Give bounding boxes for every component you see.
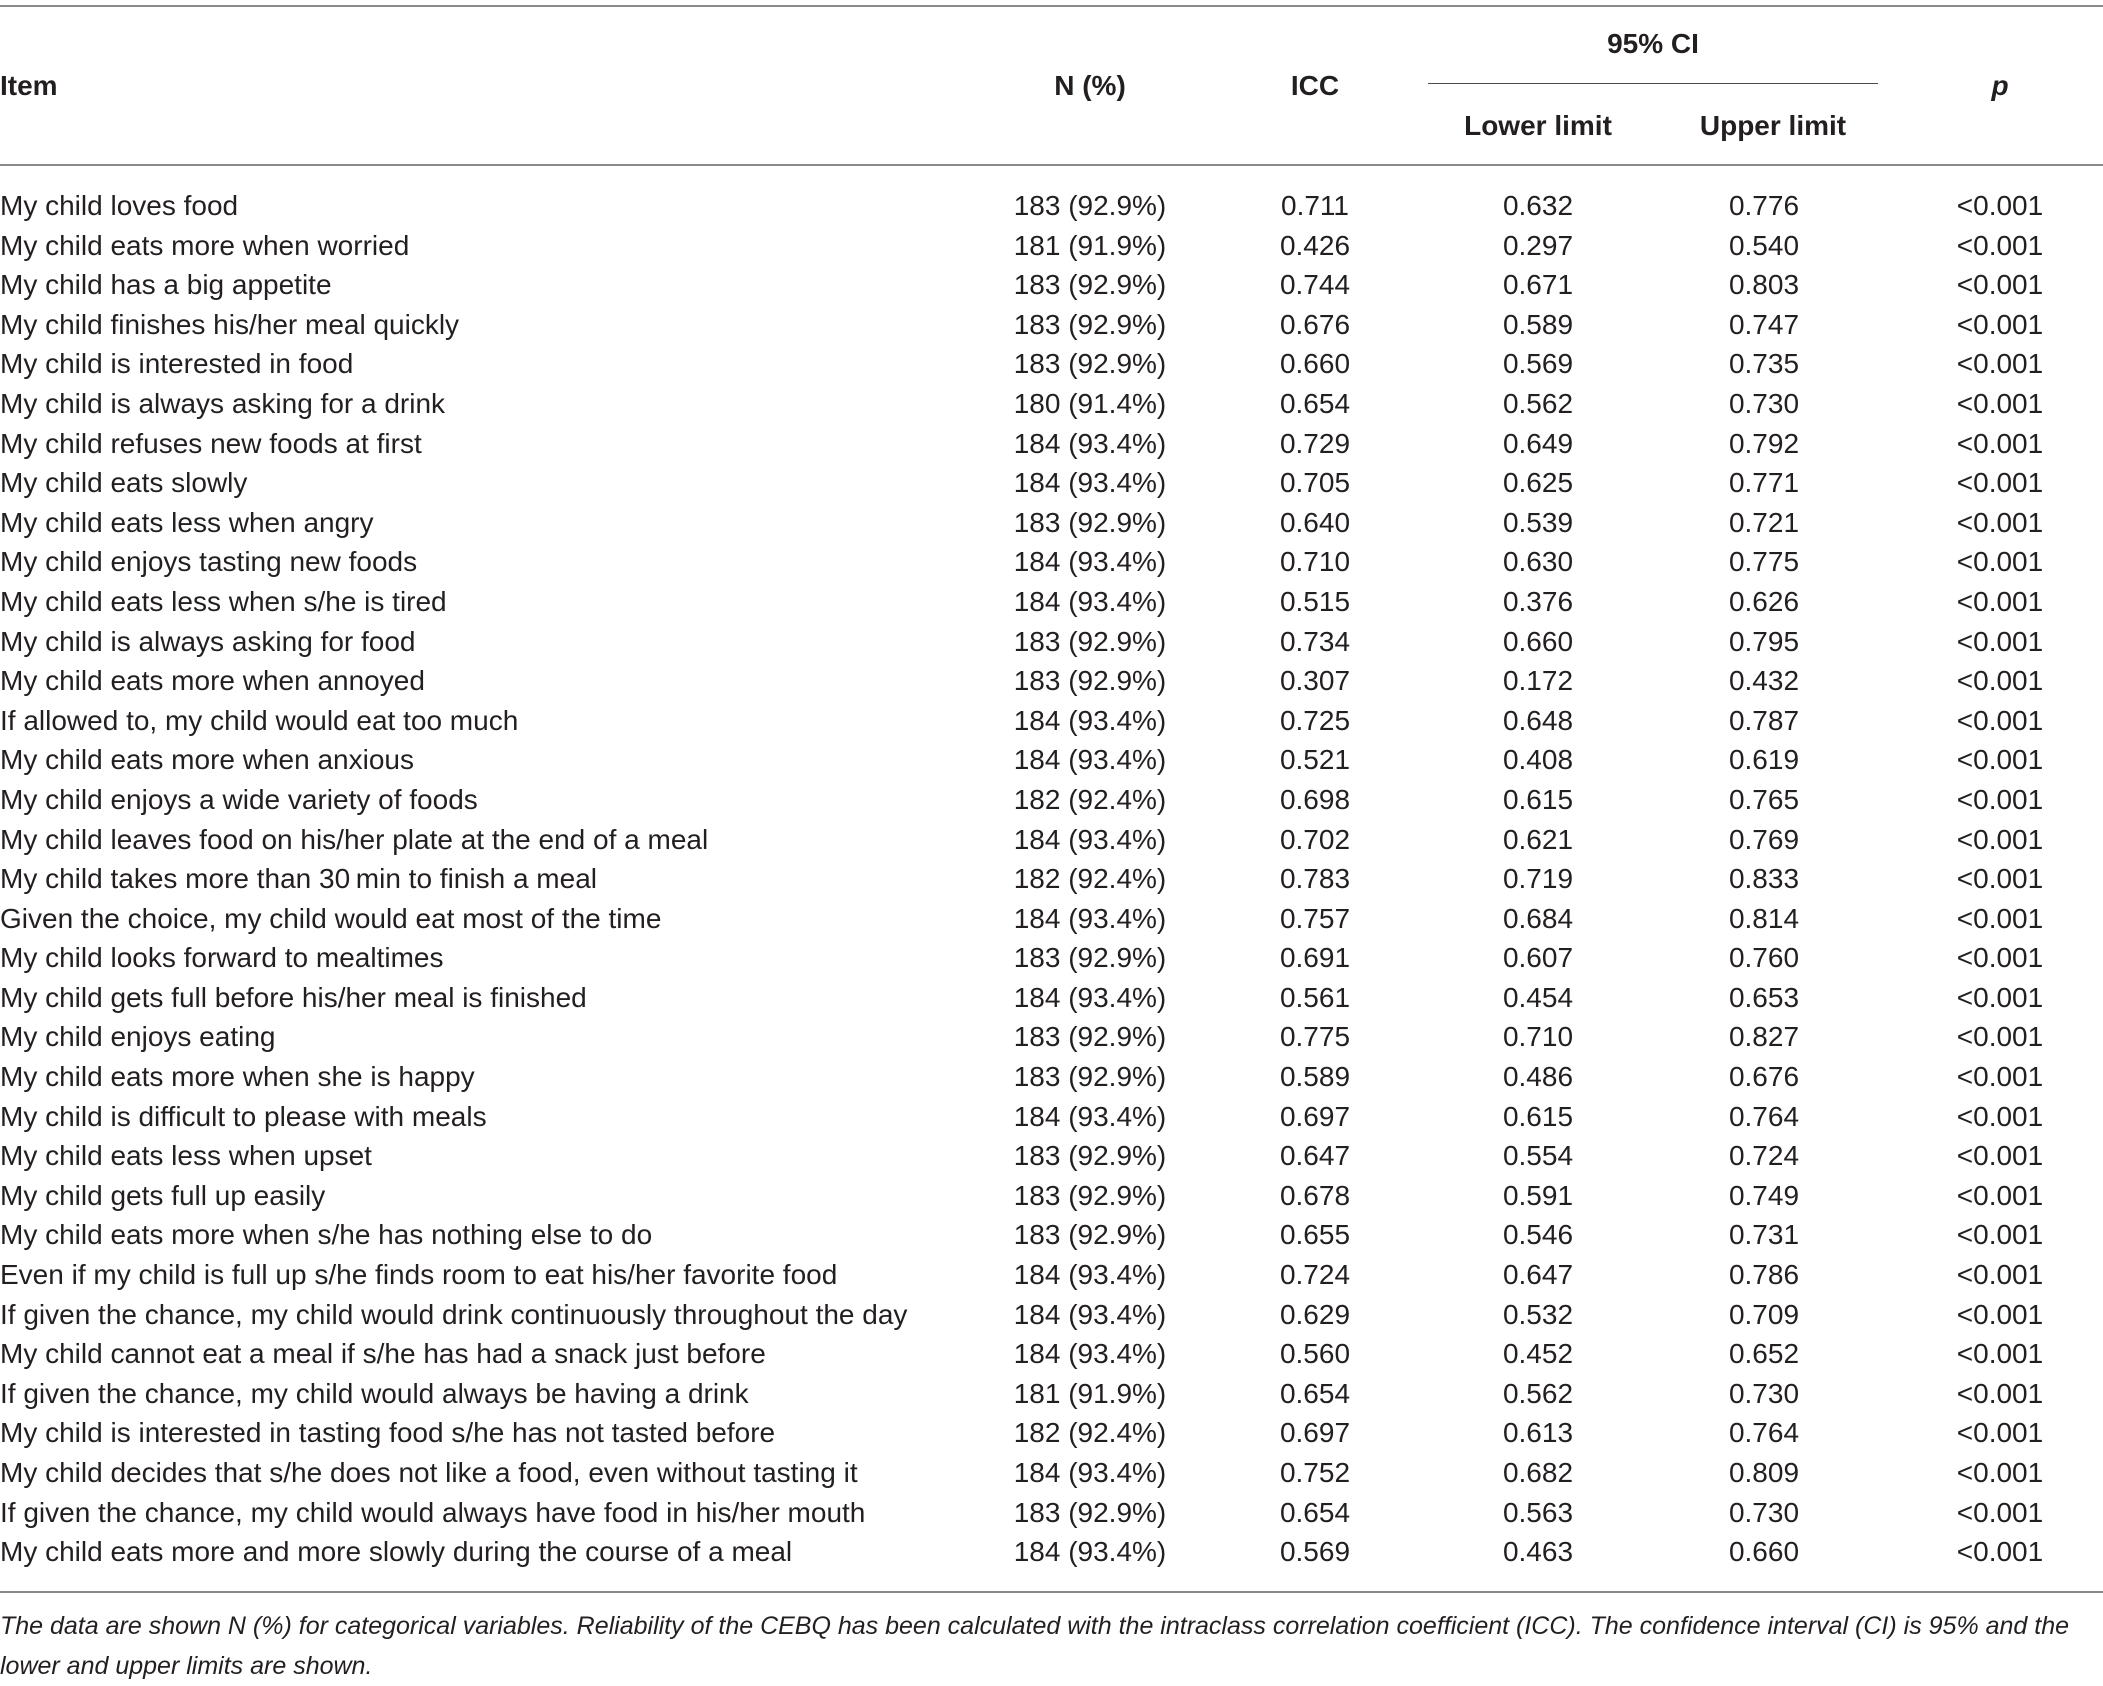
cell-p-value: <0.001 — [1956, 823, 2044, 855]
cell-icc: 0.521 — [1279, 744, 1351, 776]
cell-lower-limit: 0.589 — [1502, 308, 1574, 340]
header-icc: ICC — [1290, 70, 1340, 101]
cell-p-value: <0.001 — [1956, 190, 2044, 221]
cell-p-value: <0.001 — [1956, 704, 2044, 736]
cell-n-percent: 183 (92.9%) — [1013, 308, 1167, 340]
table-row — [0, 740, 2103, 780]
cell-n-percent: 182 (92.4%) — [1013, 1417, 1167, 1449]
cell-icc: 0.647 — [1279, 1140, 1351, 1172]
table-bottom-rule — [0, 1591, 2103, 1593]
cell-upper-limit: 0.619 — [1728, 744, 1800, 776]
cell-icc: 0.775 — [1279, 1021, 1351, 1053]
cell-upper-limit: 0.730 — [1728, 1377, 1800, 1409]
cell-lower-limit: 0.648 — [1502, 704, 1574, 736]
cell-icc: 0.560 — [1279, 1338, 1351, 1370]
cell-lower-limit: 0.463 — [1502, 1536, 1574, 1568]
cell-upper-limit: 0.724 — [1728, 1140, 1800, 1172]
cell-icc: 0.640 — [1279, 506, 1351, 538]
table-row — [0, 701, 2103, 741]
cell-item: My child looks forward to mealtimes — [0, 942, 444, 974]
cell-icc: 0.698 — [1279, 783, 1351, 815]
cell-p-value: <0.001 — [1956, 269, 2044, 301]
cell-icc: 0.724 — [1279, 1259, 1351, 1291]
cell-icc: 0.697 — [1279, 1417, 1351, 1449]
header-bottom-rule — [0, 164, 2103, 166]
cell-p-value: <0.001 — [1956, 348, 2044, 380]
cell-p-value: <0.001 — [1956, 1021, 2044, 1053]
table-row — [0, 1017, 2103, 1057]
cell-n-percent: 184 (93.4%) — [1013, 427, 1167, 459]
table-row — [0, 344, 2103, 384]
cell-upper-limit: 0.786 — [1728, 1259, 1800, 1291]
cell-upper-limit: 0.814 — [1728, 902, 1800, 934]
cell-n-percent: 184 (93.4%) — [1013, 585, 1167, 617]
cell-icc: 0.654 — [1279, 1496, 1351, 1528]
cell-icc: 0.757 — [1279, 902, 1351, 934]
table-row — [0, 1136, 2103, 1176]
cell-upper-limit: 0.730 — [1728, 1496, 1800, 1528]
cell-lower-limit: 0.647 — [1502, 1259, 1574, 1291]
cell-p-value: <0.001 — [1956, 1457, 2044, 1488]
cell-upper-limit: 0.721 — [1728, 506, 1800, 538]
table-row — [0, 305, 2103, 345]
cell-p-value: <0.001 — [1956, 1496, 2044, 1528]
cell-icc: 0.783 — [1279, 863, 1351, 895]
cell-p-value: <0.001 — [1956, 1417, 2044, 1449]
cell-icc: 0.655 — [1279, 1219, 1351, 1251]
cell-icc: 0.426 — [1279, 229, 1351, 261]
cell-n-percent: 184 (93.4%) — [1013, 704, 1167, 736]
cell-lower-limit: 0.562 — [1502, 1377, 1574, 1409]
table-row — [0, 1413, 2103, 1453]
cell-n-percent: 183 (92.9%) — [1013, 665, 1167, 697]
cell-lower-limit: 0.607 — [1502, 942, 1574, 974]
cell-lower-limit: 0.554 — [1502, 1140, 1574, 1172]
cell-upper-limit: 0.432 — [1728, 665, 1800, 697]
cell-icc: 0.725 — [1279, 704, 1351, 736]
table-row — [0, 1057, 2103, 1097]
cell-n-percent: 184 (93.4%) — [1013, 1259, 1167, 1291]
cell-icc: 0.654 — [1279, 387, 1351, 419]
table-row — [0, 978, 2103, 1018]
cell-item: My child eats less when upset — [0, 1140, 372, 1172]
cell-p-value: <0.001 — [1956, 1377, 2044, 1409]
cell-upper-limit: 0.776 — [1728, 190, 1800, 221]
table-row — [0, 463, 2103, 503]
table-row — [0, 384, 2103, 424]
cell-n-percent: 181 (91.9%) — [1013, 229, 1167, 261]
cell-upper-limit: 0.771 — [1728, 467, 1800, 499]
table-row — [0, 186, 2103, 226]
cell-p-value: <0.001 — [1956, 902, 2044, 934]
cell-lower-limit: 0.454 — [1502, 981, 1574, 1013]
cell-n-percent: 184 (93.4%) — [1013, 1536, 1167, 1568]
table-row — [0, 1176, 2103, 1216]
table-row — [0, 1493, 2103, 1533]
cell-icc: 0.702 — [1279, 823, 1351, 855]
table-row — [0, 1374, 2103, 1414]
header-item: Item — [0, 70, 58, 101]
cell-icc: 0.589 — [1279, 1061, 1351, 1093]
cell-p-value: <0.001 — [1956, 1140, 2044, 1172]
cell-upper-limit: 0.626 — [1728, 585, 1800, 617]
cell-p-value: <0.001 — [1956, 229, 2044, 261]
cell-n-percent: 183 (92.9%) — [1013, 269, 1167, 301]
cell-icc: 0.676 — [1279, 308, 1351, 340]
cell-upper-limit: 0.731 — [1728, 1219, 1800, 1251]
cell-icc: 0.515 — [1279, 585, 1351, 617]
cell-n-percent: 183 (92.9%) — [1013, 506, 1167, 538]
cell-upper-limit: 0.795 — [1728, 625, 1800, 657]
cell-icc: 0.697 — [1279, 1100, 1351, 1132]
cell-item: Even if my child is full up s/he finds room to eat his/her favorite food — [0, 1259, 838, 1291]
cell-item: My child eats more when annoyed — [0, 665, 425, 697]
cell-item: My child eats more when she is happy — [0, 1061, 475, 1093]
cell-upper-limit: 0.760 — [1728, 942, 1800, 974]
cell-lower-limit: 0.649 — [1502, 427, 1574, 459]
cell-n-percent: 183 (92.9%) — [1013, 348, 1167, 380]
cell-upper-limit: 0.775 — [1728, 546, 1800, 578]
cell-lower-limit: 0.452 — [1502, 1338, 1574, 1370]
cell-item: My child enjoys eating — [0, 1021, 276, 1053]
cell-p-value: <0.001 — [1956, 1259, 2044, 1291]
table-row — [0, 1295, 2103, 1335]
cell-icc: 0.629 — [1279, 1298, 1351, 1330]
table-row — [0, 1215, 2103, 1255]
cell-upper-limit: 0.787 — [1728, 704, 1800, 736]
cell-p-value: <0.001 — [1956, 1338, 2044, 1370]
cell-lower-limit: 0.682 — [1502, 1457, 1574, 1488]
cell-lower-limit: 0.625 — [1502, 467, 1574, 499]
cell-item: My child decides that s/he does not like a food, even without tasting it — [0, 1457, 858, 1488]
cell-p-value: <0.001 — [1956, 1061, 2044, 1093]
cell-item: My child is always asking for food — [0, 625, 416, 657]
table-row — [0, 661, 2103, 701]
cell-upper-limit: 0.792 — [1728, 427, 1800, 459]
table-body — [0, 186, 2103, 1572]
cell-n-percent: 184 (93.4%) — [1013, 1100, 1167, 1132]
cell-icc: 0.734 — [1279, 625, 1351, 657]
cell-item: My child leaves food on his/her plate at the end of a meal — [0, 823, 709, 855]
table-row — [0, 424, 2103, 464]
cell-upper-limit: 0.749 — [1728, 1179, 1800, 1211]
table-row — [0, 1334, 2103, 1374]
cell-n-percent: 184 (93.4%) — [1013, 902, 1167, 934]
cell-item: My child gets full up easily — [0, 1179, 326, 1211]
cell-item: My child enjoys tasting new foods — [0, 546, 418, 578]
cell-upper-limit: 0.652 — [1728, 1338, 1800, 1370]
table-row — [0, 938, 2103, 978]
cell-upper-limit: 0.827 — [1728, 1021, 1800, 1053]
table-row — [0, 1453, 2103, 1493]
cell-n-percent: 184 (93.4%) — [1013, 744, 1167, 776]
cell-n-percent: 184 (93.4%) — [1013, 1457, 1167, 1488]
cell-icc: 0.744 — [1279, 269, 1351, 301]
cell-n-percent: 183 (92.9%) — [1013, 1061, 1167, 1093]
cell-p-value: <0.001 — [1956, 546, 2044, 578]
cell-lower-limit: 0.719 — [1502, 863, 1574, 895]
cell-n-percent: 182 (92.4%) — [1013, 783, 1167, 815]
cell-lower-limit: 0.615 — [1502, 783, 1574, 815]
cell-item: If given the chance, my child would always be having a drink — [0, 1377, 749, 1409]
cell-n-percent: 184 (93.4%) — [1013, 1298, 1167, 1330]
cell-item: My child is difficult to please with meals — [0, 1100, 487, 1132]
cell-lower-limit: 0.297 — [1502, 229, 1574, 261]
cell-item: My child finishes his/her meal quickly — [0, 308, 460, 340]
header-p-value: p — [1991, 70, 2009, 101]
cell-p-value: <0.001 — [1956, 1179, 2044, 1211]
cell-icc: 0.752 — [1279, 1457, 1351, 1488]
cell-upper-limit: 0.833 — [1728, 863, 1800, 895]
cell-upper-limit: 0.709 — [1728, 1298, 1800, 1330]
cell-item: My child has a big appetite — [0, 269, 332, 301]
cell-p-value: <0.001 — [1956, 863, 2044, 895]
cell-lower-limit: 0.621 — [1502, 823, 1574, 855]
cell-lower-limit: 0.408 — [1502, 744, 1574, 776]
table-row — [0, 226, 2103, 266]
table-row — [0, 859, 2103, 899]
header-lower-limit: Lower limit — [1464, 110, 1612, 141]
cell-upper-limit: 0.764 — [1728, 1417, 1800, 1449]
cell-upper-limit: 0.730 — [1728, 387, 1800, 419]
cell-lower-limit: 0.615 — [1502, 1100, 1574, 1132]
cell-lower-limit: 0.562 — [1502, 387, 1574, 419]
cell-item: My child eats more when s/he has nothing else to do — [0, 1219, 653, 1251]
cell-p-value: <0.001 — [1956, 467, 2044, 499]
cell-upper-limit: 0.660 — [1728, 1536, 1800, 1568]
cell-icc: 0.691 — [1279, 942, 1351, 974]
cell-p-value: <0.001 — [1956, 744, 2044, 776]
cell-upper-limit: 0.653 — [1728, 981, 1800, 1013]
cell-icc: 0.711 — [1281, 190, 1349, 221]
cell-n-percent: 183 (92.9%) — [1013, 1179, 1167, 1211]
cell-lower-limit: 0.539 — [1502, 506, 1574, 538]
cell-n-percent: 184 (93.4%) — [1013, 823, 1167, 855]
cell-n-percent: 181 (91.9%) — [1013, 1377, 1167, 1409]
cell-lower-limit: 0.630 — [1502, 546, 1574, 578]
cell-item: My child gets full before his/her meal is finished — [0, 981, 587, 1013]
table-row — [0, 820, 2103, 860]
cell-upper-limit: 0.735 — [1728, 348, 1800, 380]
cell-p-value: <0.001 — [1956, 942, 2044, 974]
cell-p-value: <0.001 — [1956, 783, 2044, 815]
cell-item: My child refuses new foods at first — [0, 427, 422, 459]
cell-n-percent: 184 (93.4%) — [1013, 546, 1167, 578]
cell-item: My child eats slowly — [0, 467, 248, 499]
cell-item: Given the choice, my child would eat most of the time — [0, 902, 662, 934]
cell-item: If given the chance, my child would drink continuously throughout the day — [0, 1298, 908, 1330]
cell-upper-limit: 0.764 — [1728, 1100, 1800, 1132]
cell-n-percent: 184 (93.4%) — [1013, 981, 1167, 1013]
cell-item: My child cannot eat a meal if s/he has had a snack just before — [0, 1338, 766, 1370]
cell-upper-limit: 0.803 — [1728, 269, 1800, 301]
cell-item: My child eats more and more slowly during the course of a meal — [0, 1536, 793, 1568]
cell-lower-limit: 0.684 — [1502, 902, 1574, 934]
cell-item: My child eats less when angry — [0, 506, 374, 538]
cell-item: My child eats less when s/he is tired — [0, 585, 447, 617]
table-row — [0, 582, 2103, 622]
cell-lower-limit: 0.591 — [1502, 1179, 1574, 1211]
table-footnote: The data are shown N (%) for categorical variables. Reliability of the CEBQ has been calculated with the intraclass correlation coefficient (ICC). The confidence interval (CI) is 95% and the lower and upper limits are shown. — [0, 1612, 2070, 1680]
cell-item: My child is interested in tasting food s/he has not tasted before — [0, 1417, 776, 1449]
cell-n-percent: 184 (93.4%) — [1013, 1338, 1167, 1370]
cell-icc: 0.307 — [1279, 665, 1351, 697]
cell-item: My child is interested in food — [0, 348, 354, 380]
cell-icc: 0.710 — [1279, 546, 1351, 578]
cell-p-value: <0.001 — [1956, 665, 2044, 697]
cell-lower-limit: 0.546 — [1502, 1219, 1574, 1251]
cell-lower-limit: 0.172 — [1502, 665, 1574, 697]
cell-upper-limit: 0.676 — [1728, 1061, 1800, 1093]
cell-p-value: <0.001 — [1956, 1536, 2044, 1568]
table-row — [0, 1532, 2103, 1572]
cell-item: My child takes more than 30 min to finish a meal — [0, 863, 597, 895]
cell-n-percent: 182 (92.4%) — [1013, 863, 1167, 895]
table-row — [0, 1255, 2103, 1295]
cell-icc: 0.678 — [1279, 1179, 1351, 1211]
cell-n-percent: 184 (93.4%) — [1013, 467, 1167, 499]
header-95-ci: 95% CI — [1607, 28, 1699, 59]
cell-item: My child loves food — [0, 190, 239, 221]
table-top-rule — [0, 5, 2103, 7]
cell-icc: 0.729 — [1279, 427, 1351, 459]
cell-lower-limit: 0.632 — [1502, 190, 1574, 221]
cell-p-value: <0.001 — [1956, 1298, 2044, 1330]
header-n-percent: N (%) — [1054, 70, 1126, 101]
cell-item: My child eats more when anxious — [0, 744, 414, 776]
cell-n-percent: 183 (92.9%) — [1013, 1140, 1167, 1172]
table-row — [0, 542, 2103, 582]
cell-n-percent: 183 (92.9%) — [1013, 942, 1167, 974]
cell-lower-limit: 0.376 — [1502, 585, 1574, 617]
cell-n-percent: 183 (92.9%) — [1013, 1021, 1167, 1053]
cell-lower-limit: 0.569 — [1502, 348, 1574, 380]
cell-lower-limit: 0.532 — [1502, 1298, 1574, 1330]
cell-n-percent: 183 (92.9%) — [1013, 1496, 1167, 1528]
cell-n-percent: 183 (92.9%) — [1013, 190, 1167, 221]
cell-icc: 0.705 — [1279, 467, 1351, 499]
table-row — [0, 899, 2103, 939]
cell-item: My child enjoys a wide variety of foods — [0, 783, 478, 815]
cell-p-value: <0.001 — [1956, 387, 2044, 419]
cell-p-value: <0.001 — [1956, 427, 2044, 459]
table-row — [0, 780, 2103, 820]
cell-item: If allowed to, my child would eat too much — [0, 704, 519, 736]
cell-lower-limit: 0.710 — [1502, 1021, 1574, 1053]
cell-p-value: <0.001 — [1956, 506, 2044, 538]
cell-n-percent: 183 (92.9%) — [1013, 1219, 1167, 1251]
table-row — [0, 265, 2103, 305]
cell-icc: 0.561 — [1279, 981, 1351, 1013]
cell-item: My child is always asking for a drink — [0, 387, 446, 419]
header-upper-limit: Upper limit — [1699, 110, 1847, 141]
cell-lower-limit: 0.671 — [1502, 269, 1574, 301]
table-row — [0, 622, 2103, 662]
cell-n-percent: 183 (92.9%) — [1013, 625, 1167, 657]
cell-upper-limit: 0.809 — [1728, 1457, 1800, 1488]
cell-icc: 0.654 — [1279, 1377, 1351, 1409]
cell-p-value: <0.001 — [1956, 625, 2044, 657]
cell-upper-limit: 0.540 — [1728, 229, 1800, 261]
cell-p-value: <0.001 — [1956, 981, 2044, 1013]
cell-p-value: <0.001 — [1956, 1100, 2044, 1132]
cell-icc: 0.569 — [1279, 1536, 1351, 1568]
cell-upper-limit: 0.747 — [1728, 308, 1800, 340]
cell-upper-limit: 0.769 — [1728, 823, 1800, 855]
ci-span-rule — [1428, 83, 1878, 84]
cell-p-value: <0.001 — [1956, 1219, 2044, 1251]
cell-lower-limit: 0.486 — [1502, 1061, 1574, 1093]
cell-item: My child eats more when worried — [0, 229, 410, 261]
table-row — [0, 1097, 2103, 1137]
cell-upper-limit: 0.765 — [1728, 783, 1800, 815]
cell-p-value: <0.001 — [1956, 585, 2044, 617]
cell-lower-limit: 0.563 — [1502, 1496, 1574, 1528]
cell-n-percent: 180 (91.4%) — [1013, 387, 1167, 419]
cell-icc: 0.660 — [1279, 348, 1351, 380]
cell-lower-limit: 0.613 — [1502, 1417, 1574, 1449]
cell-item: If given the chance, my child would always have food in his/her mouth — [0, 1496, 866, 1528]
table-row — [0, 503, 2103, 543]
cell-lower-limit: 0.660 — [1502, 625, 1574, 657]
cell-p-value: <0.001 — [1956, 308, 2044, 340]
